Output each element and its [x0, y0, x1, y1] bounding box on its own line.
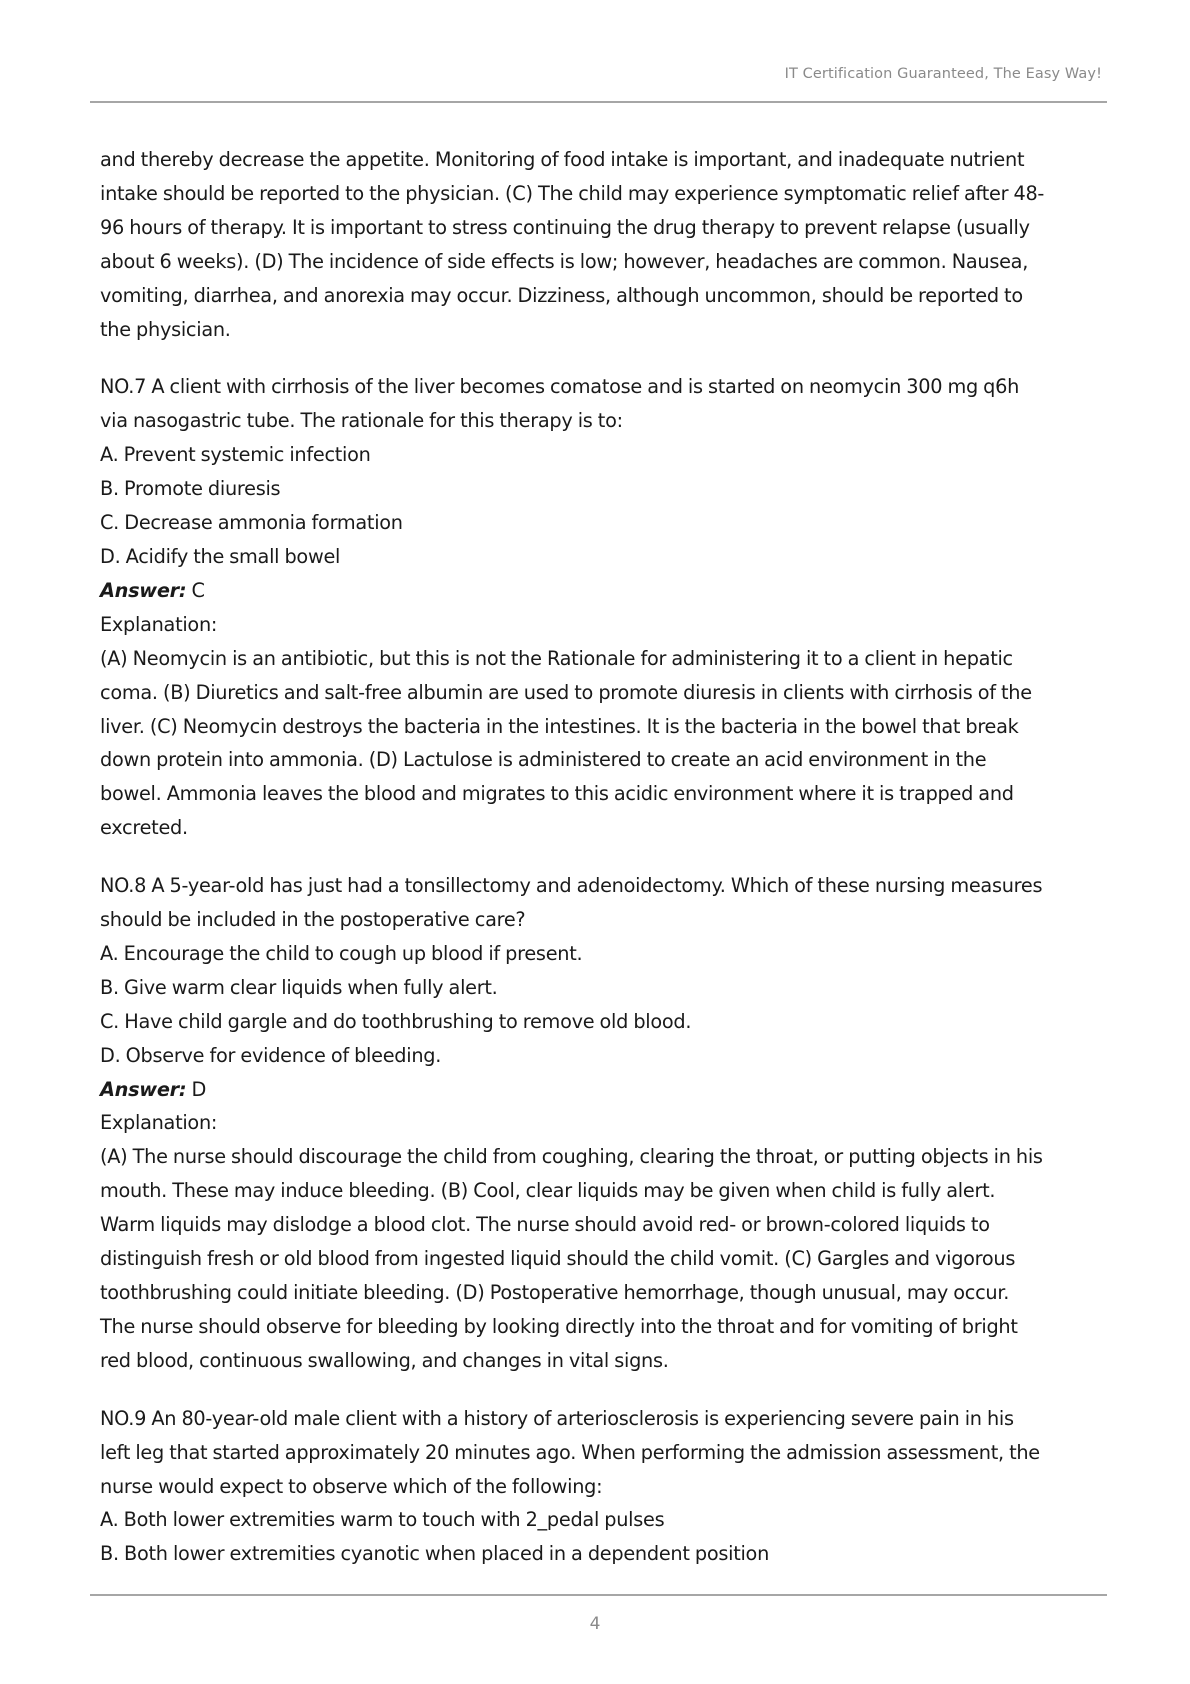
answer-option: D. Acidify the small bowel: [100, 544, 341, 568]
continuation-paragraph: [100, 143, 1103, 346]
question-text: left leg that started approximately 20 minutes ago. When performing the admission assessment, the: [100, 1440, 1040, 1464]
answer-option: A. Encourage the child to cough up blood if present.: [100, 941, 583, 965]
text-line: the physician.: [100, 317, 231, 341]
answer-line: [100, 574, 1103, 608]
page-number: 4: [589, 1614, 601, 1634]
question-text: NO.7 A client with cirrhosis of the liver becomes comatose and is started on neomycin 300 mg q6h: [100, 375, 1020, 399]
explanation-text: bowel. Ammonia leaves the blood and migrates to this acidic environment where it is trapped and: [100, 782, 1014, 806]
explanation-text: mouth. These may induce bleeding. (B) Cool, clear liquids may be given when child is fully alert.: [100, 1179, 996, 1203]
explanation-text: down protein into ammonia. (D) Lactulose is administered to create an acid environment in the: [100, 748, 987, 772]
question-block-7: [100, 370, 1103, 845]
answer-option: C. Have child gargle and do toothbrushing to remove old blood.: [100, 1009, 692, 1033]
question-block-9: [100, 1402, 1103, 1572]
header-divider: [90, 101, 1107, 103]
explanation-text: excreted.: [100, 816, 188, 840]
text-line: and thereby decrease the appetite. Monitoring of food intake is important, and inadequate nutrient: [100, 148, 1025, 171]
explanation-text: red blood, continuous swallowing, and changes in vital signs.: [100, 1348, 669, 1372]
text-line: 96 hours of therapy. It is important to stress continuing the drug therapy to prevent relapse (usually: [100, 215, 1030, 239]
answer-value: C: [186, 578, 205, 602]
footer-divider: [90, 1594, 1107, 1596]
answer-label: Answer:: [100, 1077, 187, 1101]
explanation-text: (A) Neomycin is an antibiotic, but this is not the Rationale for administering it to a client in hepatic: [100, 646, 1013, 670]
question-text: via nasogastric tube. The rationale for this therapy is to:: [100, 409, 623, 433]
answer-option: D. Observe for evidence of bleeding.: [100, 1043, 442, 1067]
answer-line: [100, 1073, 1103, 1107]
explanation-text: The nurse should observe for bleeding by looking directly into the throat and for vomiting of bright: [100, 1314, 1018, 1338]
answer-option: B. Give warm clear liquids when fully alert.: [100, 975, 498, 999]
explanation-text: distinguish fresh or old blood from ingested liquid should the child vomit. (C) Gargles and vigorous: [100, 1247, 1016, 1271]
explanation-text: liver. (C) Neomycin destroys the bacteria in the intestines. It is the bacteria in the bowel that break: [100, 714, 1019, 738]
answer-option: A. Both lower extremities warm to touch with 2_pedal pulses: [100, 1508, 665, 1532]
answer-option: C. Decrease ammonia formation: [100, 511, 403, 535]
explanation-label: Explanation:: [100, 612, 218, 636]
answer-label: Answer:: [100, 578, 187, 602]
question-text: should be included in the postoperative care?: [100, 908, 526, 932]
question-text: NO.9 An 80-year-old male client with a history of arteriosclerosis is experiencing severe pain in his: [100, 1406, 1014, 1430]
text-line: intake should be reported to the physician. (C) The child may experience symptomatic relief after 48-: [100, 181, 1045, 205]
explanation-text: (A) The nurse should discourage the child from coughing, clearing the throat, or putting objects in his: [100, 1145, 1043, 1169]
explanation-text: Warm liquids may dislodge a blood clot. The nurse should avoid red- or brown-colored liquids to: [100, 1213, 990, 1237]
text-line: about 6 weeks). (D) The incidence of side effects is low; however, headaches are common. Nausea,: [100, 249, 1029, 273]
question-text: nurse would expect to observe which of the following:: [100, 1474, 603, 1498]
answer-option: A. Prevent systemic infection: [100, 443, 371, 467]
page-content: [100, 143, 1103, 1571]
explanation-text: toothbrushing could initiate bleeding. (D) Postoperative hemorrhage, though unusual, may occur.: [100, 1281, 1010, 1304]
page-header: IT Certification Guaranteed, The Easy Way!: [784, 66, 1102, 82]
explanation-text: coma. (B) Diuretics and salt-free albumin are used to promote diuresis in clients with cirrhosis of the: [100, 680, 1032, 704]
question-block-8: [100, 869, 1103, 1378]
answer-value: D: [186, 1077, 207, 1101]
answer-option: B. Both lower extremities cyanotic when placed in a dependent position: [100, 1542, 770, 1566]
explanation-label: Explanation:: [100, 1111, 218, 1135]
answer-option: B. Promote diuresis: [100, 477, 281, 501]
question-text: NO.8 A 5-year-old has just had a tonsillectomy and adenoidectomy. Which of these nursing measures: [100, 874, 1043, 898]
text-line: vomiting, diarrhea, and anorexia may occur. Dizziness, although uncommon, should be reported to: [100, 283, 1023, 307]
